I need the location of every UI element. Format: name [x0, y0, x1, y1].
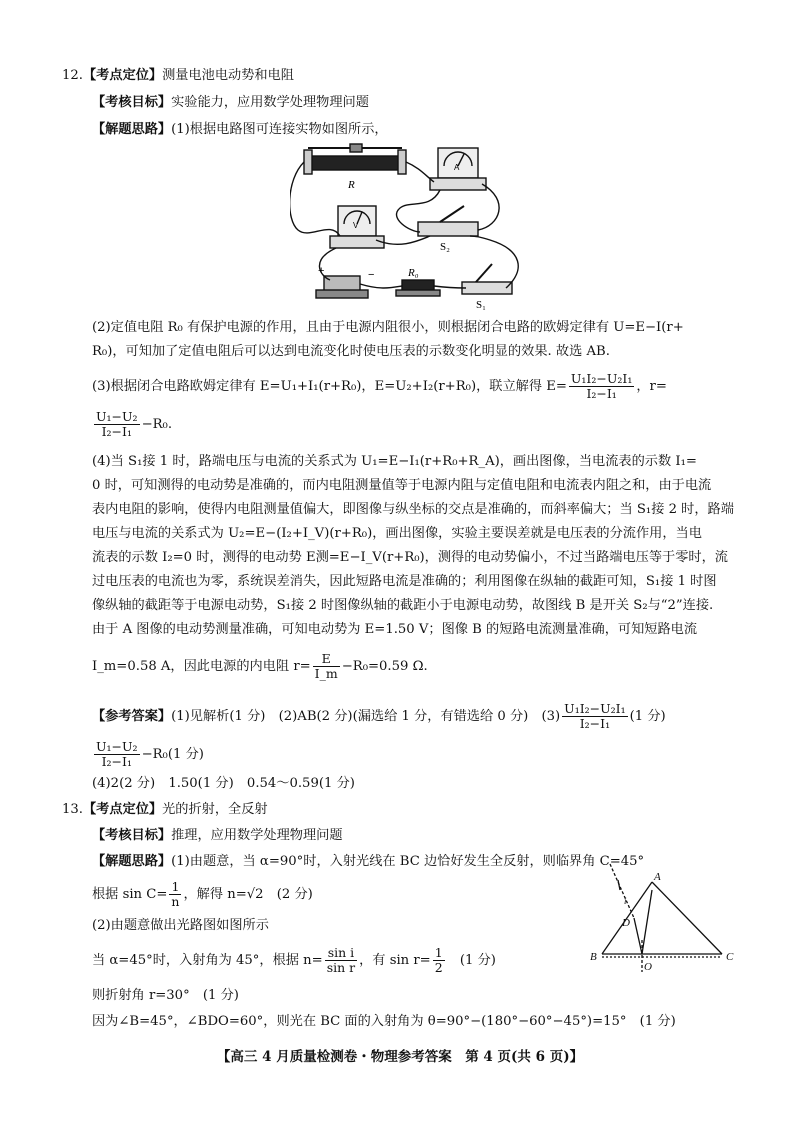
fig-label-V: V: [353, 221, 359, 230]
fig-label-S1: S₁: [476, 299, 486, 310]
fig-label-S2: S₂: [440, 241, 450, 253]
frac-num: U₁I₂−U₂I₁: [570, 371, 633, 386]
fig-label-A: A: [454, 163, 460, 172]
fig-label-plus: +: [318, 265, 325, 277]
q12-answer-line2: [92, 740, 730, 769]
frac-den: sin r: [326, 960, 356, 975]
q12-kd-text: 测量电池电动势和电阻: [162, 68, 294, 83]
q12-p4-1: (4)当 S₁接 1 时，路端电压与电流的关系式为 U₁=E−I₁(r+R₀+R_A)，画出图像，当电流表的示数 I₁=: [92, 454, 697, 469]
frac-den: I₂−I₁: [579, 716, 611, 731]
frac-num: E: [313, 652, 340, 667]
q12-p3-tail: ，r=: [636, 379, 667, 394]
q12-circuit-figure: [290, 140, 530, 310]
fig-label-B: B: [590, 951, 597, 963]
q13-p4-mid: ，有 sin r=: [359, 953, 431, 968]
q12-p2b: R₀)，可知加了定值电阻后可以达到电流变化时使电压表的示数变化明显的效果. 故选 AB.: [92, 344, 610, 359]
frac-den: I_m: [314, 666, 338, 681]
q12-solution-line: [92, 120, 730, 140]
q13-p2a: 根据 sin C=: [92, 887, 168, 902]
q12-p4-8: 由于 A 图像的电动势测量准确，可知电动势为 E=1.50 V；图像 B 的短路电流测量准确，可知短路电流: [92, 622, 698, 637]
frac-num: U₁I₂−U₂I₁: [564, 701, 626, 716]
frac-num: 1: [434, 945, 443, 960]
q12-kd-tag: 【考点定位】: [82, 68, 163, 83]
fig-label-R0: R₀: [408, 267, 419, 279]
q13-topic-line: [62, 800, 730, 820]
frac-den: I₂−I₁: [101, 424, 132, 439]
q12-p4-9a: I_m=0.58 A，因此电源的内电阻 r=: [92, 659, 311, 674]
q12-js-tag: 【解题思路】: [92, 122, 172, 137]
q12-p4-5: 流表的示数 I₂=0 时，测得的电动势 E测=E−I_V(r+R₀)，测得的电动势偏小，不过当路端电压等于零时，流: [92, 550, 728, 565]
q12-goal-line: [92, 93, 730, 113]
q12-p4-9-tail: −R₀=0.59 Ω.: [341, 659, 428, 674]
q12-p4-2: 0 时，可知测得的电动势是准确的，而内电阻测量值等于电源内阻与定值电阻和电流表内阻之和，由于电流: [92, 478, 712, 493]
q12-p3a: (3)根据闭合电路欧姆定律有 E=U₁+I₁(r+R₀)，E=U₂+I₂(r+R₀)，联立解得 E=: [92, 379, 567, 394]
q13-p2-tail: ，解得 n=√2 (2 分): [183, 887, 313, 902]
q12-ans-3: (4)2(2 分) 1.50(1 分) 0.54～0.59(1 分): [92, 776, 355, 791]
frac-den: n: [171, 894, 180, 909]
q12-p2a: (2)定值电阻 R₀ 有保护电源的作用，且由于电源内阻很小，则根据闭合电路的欧姆定律有 U=E−I(r+: [92, 320, 684, 335]
frac-num: sin i: [325, 946, 357, 961]
q12-topic-line: [62, 66, 730, 86]
q13-p3: (2)由题意做出光路图如图所示: [92, 918, 269, 933]
q13-js-tag: 【解题思路】: [92, 854, 172, 869]
q12-p3b-fraction: [94, 410, 140, 439]
q13-p2-fraction: [169, 880, 181, 909]
frac-den: I₂−I₁: [101, 754, 132, 769]
q13-kd-text: 光的折射，全反射: [162, 802, 268, 817]
q12-kh-text: 实验能力，应用数学处理物理问题: [171, 95, 369, 110]
fig-label-C: C: [726, 951, 734, 963]
q12-p4-9-fraction: [313, 652, 340, 681]
fig-label-R: R: [348, 179, 355, 191]
q13-kd-tag: 【考点定位】: [82, 802, 163, 817]
q13-p4-fraction2: [433, 946, 445, 975]
q12-ans-2-tail: −R₀(1 分): [141, 747, 204, 762]
frac-num: 1: [169, 880, 181, 895]
page-footer: 【高三 4 月质量检测卷・物理参考答案 第 4 页(共 6 页)】: [216, 1049, 584, 1065]
frac-den: I₂−I₁: [586, 386, 617, 401]
q13-p6: 因为∠B=45°，∠BDO=60°，则光在 BC 面的入射角为 θ=90°−(180°−60°−45°)=15° (1 分): [92, 1014, 676, 1029]
q12-p4-3: 表内电阻的影响，使得内电阻测量值偏大，即图像与纵坐标的交点是准确的，而斜率偏大；当 S₁接 2 时，路端: [92, 502, 734, 517]
q12-p4-9-line: [92, 652, 730, 681]
q12-ans-1-tail: (1 分): [629, 709, 666, 724]
q13-kh-tag: 【考核目标】: [92, 828, 172, 843]
q12-p1: (1)根据电路图可连接实物如图所示，: [171, 122, 388, 137]
q13-p4a: 当 α=45°时，入射角为 45°，根据 n=: [92, 953, 323, 968]
fig-label-A13: A: [654, 871, 661, 883]
q12-number: 12.: [62, 68, 83, 83]
q12-ans-fraction: [562, 702, 627, 731]
q12-answer-line: [92, 702, 730, 731]
q12-ans-tag: 【参考答案】: [92, 709, 172, 724]
q13-p4-fraction: [325, 946, 357, 975]
q13-number: 13.: [62, 802, 83, 817]
q12-p4-6: 过电压表的电流也为零，系统误差消失，因此短路电流是准确的；利用图像在纵轴的截距可知，S₁接 1 时图: [92, 574, 717, 589]
q12-ans-2-fraction: [94, 740, 140, 769]
fig-label-minus: −: [368, 269, 375, 281]
q13-kh-text: 推理，应用数学处理物理问题: [171, 828, 343, 843]
q12-p3-line: [92, 372, 730, 401]
q13-prism-figure: [590, 860, 740, 978]
fig-label-i: i: [624, 896, 627, 906]
q12-p3-fraction: [569, 372, 634, 401]
q13-p4-tail: (1 分): [446, 953, 496, 968]
frac-num: U₁−U₂: [96, 409, 138, 424]
q13-p1: (1)由题意，当 α=90°时，入射光线在 BC 边恰好发生全反射，则临界角 C=45°: [171, 854, 645, 869]
q13-p5: 则折射角 r=30° (1 分): [92, 988, 239, 1003]
frac-den: 2: [434, 960, 443, 975]
q12-p3b-tail: −R₀.: [141, 417, 173, 432]
q12-kh-tag: 【考核目标】: [92, 95, 172, 110]
q12-p3b-line: [92, 410, 730, 439]
fig-label-D: D: [622, 917, 630, 929]
q12-ans-1: (1)见解析(1 分) (2)AB(2 分)(漏选给 1 分，有错选给 0 分) (3): [171, 709, 561, 724]
q12-p4-7: 像纵轴的截距等于电源电动势，S₁接 2 时图像纵轴的截距小于电源电动势，故图线 B 是开关 S₂与“2”连接.: [92, 598, 714, 613]
q12-p4-4: 电压与电流的关系式为 U₂=E−(I₂+I_V)(r+R₀)，画出图像，实验主要误差就是电压表的分流作用，当电: [92, 526, 702, 541]
fig-label-O: O: [644, 961, 652, 973]
frac-num: U₁−U₂: [96, 739, 138, 754]
q13-goal-line: [92, 826, 730, 846]
